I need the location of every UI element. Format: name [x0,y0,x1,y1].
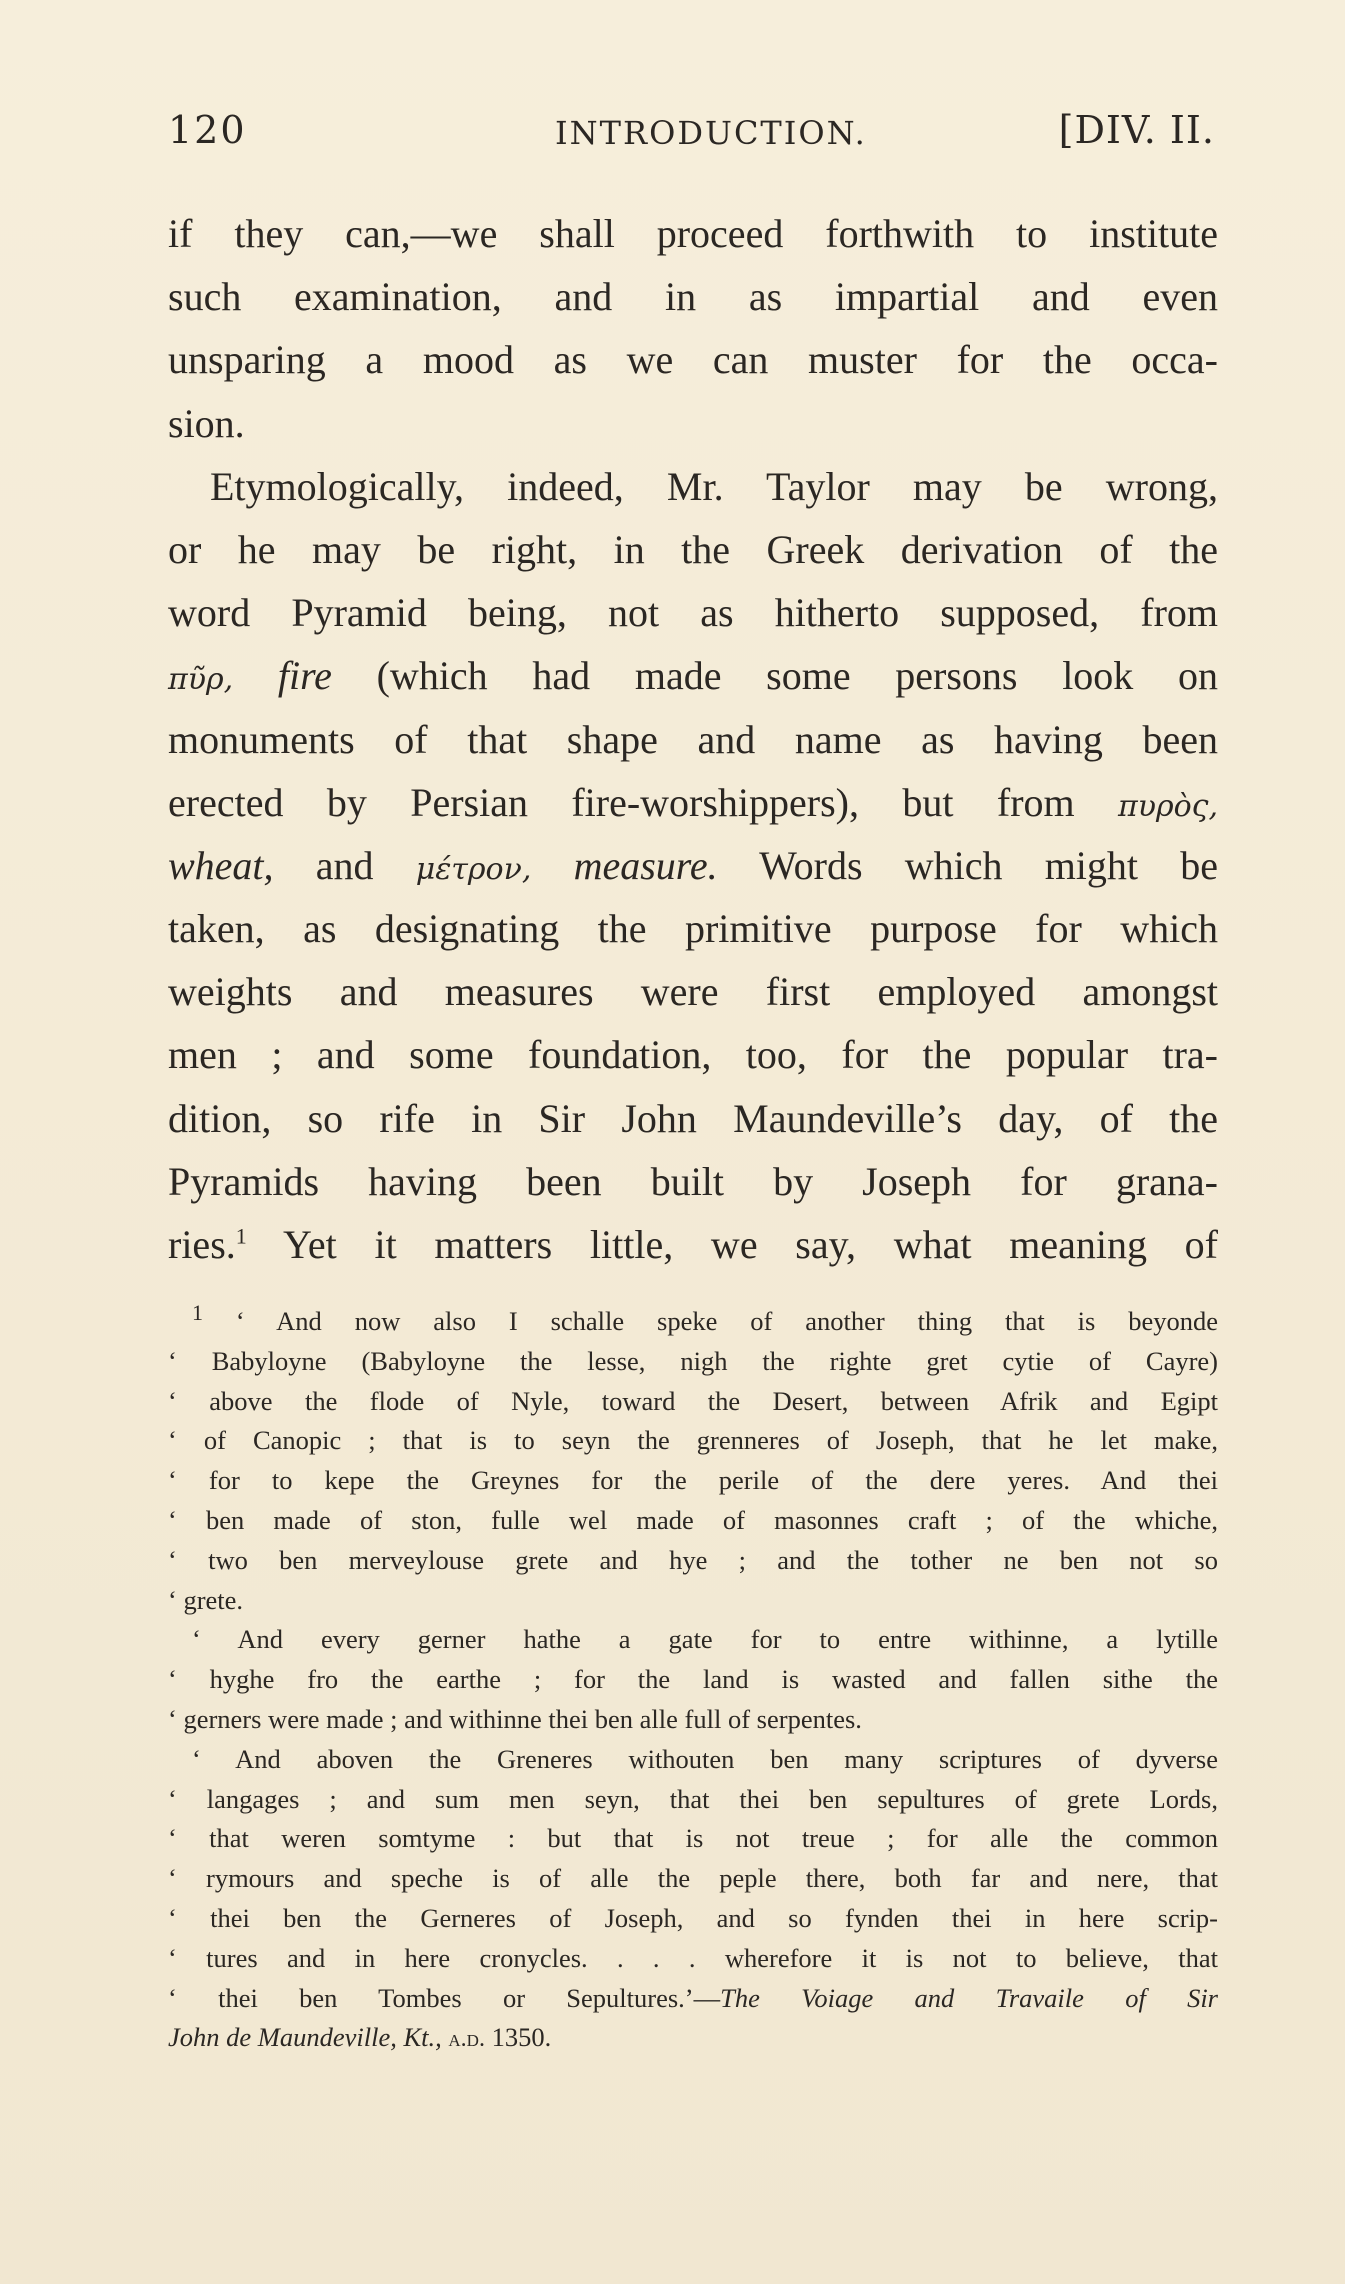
footnote-line [168,2018,1218,2058]
footnote-text: ‘ And now also I schalle speke of another thing that is beyonde [235,1306,1218,1336]
text-line: if they can,—we shall proceed forthwith to institute [168,211,1218,256]
citation-title: John de Maundeville, Kt., [168,2022,442,2053]
italic-word: measure. [573,842,718,888]
text-line [168,834,1218,897]
footnote-line: ‘ hyghe fro the earthe ; for the land is wasted and fallen sithe the [168,1664,1218,1695]
footnote-line: ‘ Babyloyne (Babyloyne the lesse, nigh the righte gret cytie of Cayre) [168,1345,1218,1376]
text-segment: ries. [168,1222,236,1267]
citation-title: The Voiage and Travaile of Sir [720,1982,1219,2013]
footnote-line: ‘ that weren somtyme : but that is not treue ; for alle the common [168,1823,1218,1854]
footnote-line: ‘ And aboven the Greneres withouten ben many scriptures of dyverse [192,1743,1218,1774]
footnote-line: ‘ two ben merveylouse grete and hye ; and the tother ne ben not so [168,1544,1218,1575]
footnote-marker: 1 [192,1300,203,1326]
text-line: dition, so rife in Sir John Maundeville’s day, of the [168,1095,1218,1141]
footnote-ref: 1 [235,1223,247,1249]
text-segment: Yet it matters little, we say, what meaning of [246,1222,1218,1267]
text-line: unsparing a mood as we can muster for the occa- [168,337,1218,383]
footnote-line: ‘ ben made of ston, fulle wel made of masonnes craft ; of the whiche, [168,1504,1218,1535]
text-line [168,644,1218,707]
text-line [168,1213,1218,1276]
division-label: [DIV. II. [1058,108,1215,152]
greek-word: πῦρ, [168,662,234,698]
footnote-line: ‘ tures and in here cronycles. . . . wherefore it is not to believe, that [168,1942,1218,1973]
footnote-line: ‘ above the flode of Nyle, toward the Desert, between Afrik and Egipt [168,1385,1218,1416]
text-line: men ; and some foundation, too, for the popular tra- [168,1032,1218,1078]
footnote-line [168,1979,1218,2019]
text-line: such examination, and in as impartial and even [168,274,1218,320]
italic-word: wheat, [168,842,274,888]
footnote-line: ‘ rymours and speche is of alle the peple there, both far and nere, that [168,1863,1218,1894]
footnote-line [168,1302,1218,1342]
footnote-line: ‘ for to kepe the Greynes for the perile of the dere yeres. And thei [168,1465,1218,1496]
text-line: monuments of that shape and name as having been [168,716,1218,762]
footnote-line: ‘ of Canopic ; that is to seyn the grenneres of Joseph, that he let make, [168,1425,1218,1456]
citation-year: 1350. [491,2022,552,2053]
text-line: Pyramids having been built by Joseph for grana- [168,1158,1218,1204]
footnote-line: ‘ grete. [168,1584,244,1615]
page-number: 120 [168,108,247,152]
main-text [168,202,1218,1276]
footnote-text: ‘ thei ben Tombes or Sepultures.’— [168,1982,721,2013]
text-line: Etymologically, indeed, Mr. Taylor may be wrong, [210,463,1218,509]
greek-word: πυρὸς, [1118,788,1218,824]
italic-word: fire [277,653,332,699]
text-segment: and [273,842,416,888]
era-label: a.d. [448,2026,485,2053]
text-segment: erected by Persian fire-worshippers), but from [168,779,1118,825]
text-line: taken, as designating the primitive purpose for which [168,906,1218,952]
text-line: or he may be right, in the Greek derivation of the [168,526,1218,572]
footnote [168,1302,1218,2058]
text-segment: (which had made some persons look on [331,653,1219,699]
running-title: INTRODUCTION. [555,114,867,152]
footnote-line: ‘ langages ; and sum men seyn, that thei ben sepultures of grete Lords, [168,1783,1218,1814]
footnote-line: ‘ gerners were made ; and withinne thei ben alle full of serpentes. [168,1703,862,1734]
footnote-line: ‘ thei ben the Gerneres of Joseph, and so fynden thei in here scrip- [168,1902,1218,1933]
text-segment: Words which might be [717,842,1218,888]
text-line: weights and measures were first employed amongst [168,969,1218,1015]
greek-word: μέτρον, [415,851,532,887]
footnote-line: ‘ And every gerner hathe a gate for to entre withinne, a lytille [192,1624,1218,1655]
text-line: word Pyramid being, not as hitherto supposed, from [168,590,1218,636]
text-line [168,771,1218,834]
text-line: sion. [168,400,245,446]
running-head [160,108,1225,168]
